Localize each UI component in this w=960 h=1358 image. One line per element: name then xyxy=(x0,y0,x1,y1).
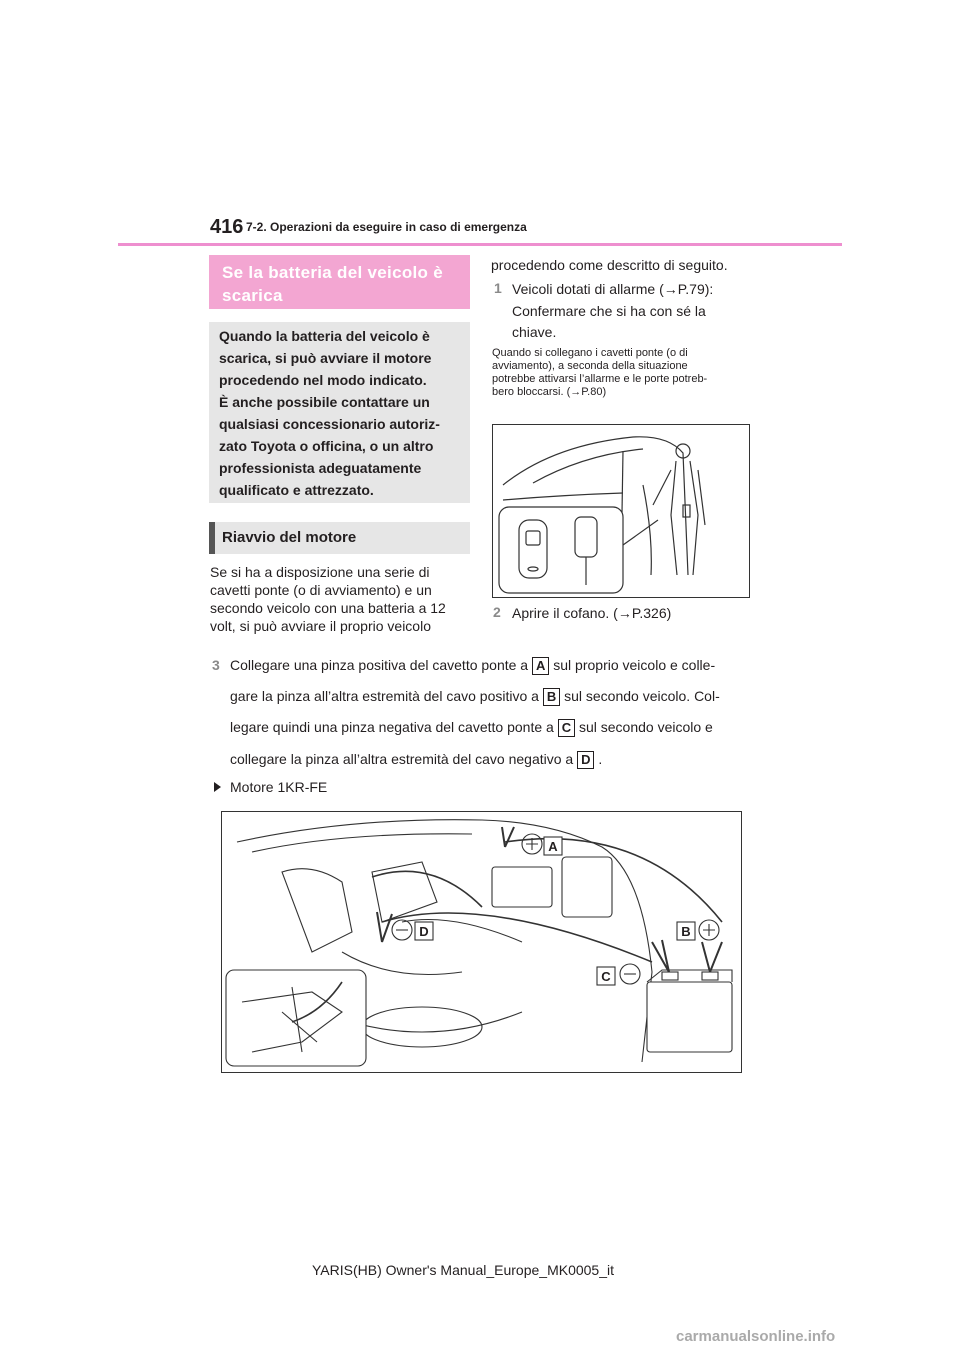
label-d: D xyxy=(577,751,594,769)
body-line-3: secondo veicolo con una batteria a 12 xyxy=(210,600,446,616)
note-line-4: bero bloccarsi. (→P.80) xyxy=(492,386,607,398)
step-3-line-4 xyxy=(230,749,602,769)
note-line-3: potrebbe attivarsi l’allarme e le porte potreb- xyxy=(492,373,708,385)
intro-line-6: zato Toyota o officina, o un altro xyxy=(219,438,434,454)
label-a: A xyxy=(532,657,549,675)
step-3-line-3-b: sul secondo veicolo e xyxy=(578,719,713,735)
page-number: 416 xyxy=(210,216,244,238)
step-3-line-2-a: gare la pinza all’altra estremità del cavo positivo a xyxy=(230,688,539,704)
step-3-line-1-a: Collegare una pinza positiva del cavetto ponte a xyxy=(230,657,529,673)
triangle-bullet-icon xyxy=(214,782,221,792)
riavvio-heading-accent xyxy=(209,522,215,554)
step-2-text: Aprire il cofano. (→P.326) xyxy=(512,605,672,621)
step-3-line-3 xyxy=(230,717,713,737)
body-line-4: volt, si può avviare il proprio veicolo xyxy=(210,618,431,634)
riavvio-heading-title: Riavvio del motore xyxy=(222,529,357,546)
intro-line-4: È anche possibile contattare un xyxy=(219,394,430,410)
body-line-1: Se si ha a disposizione una serie di xyxy=(210,564,430,580)
note-line-1: Quando si collegano i cavetti ponte (o di xyxy=(492,347,688,359)
step-3-line-4-a: collegare la pinza all’altra estremità del cavo negativo a xyxy=(230,751,574,767)
label-c: C xyxy=(558,719,575,737)
watermark: carmanualsonline.info xyxy=(676,1328,836,1345)
step-3-line-2 xyxy=(230,686,720,706)
step-3-line-4-b: . xyxy=(598,751,603,767)
note-line-2: avviamento), a seconda della situazione xyxy=(492,360,688,372)
step-3-number: 3 xyxy=(212,657,220,673)
step-3-line-2-b: sul secondo veicolo. Col- xyxy=(564,688,720,704)
step-2-number: 2 xyxy=(493,604,501,620)
footer-manual-id: YARIS(HB) Owner's Manual_Europe_MK0005_it xyxy=(312,1262,614,1278)
figure-label-d: D xyxy=(419,924,429,939)
right-intro: procedendo come descritto di seguito. xyxy=(491,257,728,273)
step-1-line-1: Veicoli dotati di allarme (→P.79): xyxy=(512,281,714,297)
label-b: B xyxy=(543,688,560,706)
figure-label-a: A xyxy=(548,839,558,854)
pink-heading-line-1: Se la batteria del veicolo è xyxy=(222,263,443,282)
step-1-line-2: Confermare che si ha con sé la xyxy=(512,303,706,319)
engine-bay-drawing xyxy=(222,812,741,1072)
step-3-line-3-a: legare quindi una pinza negativa del cavetto ponte a xyxy=(230,719,554,735)
figure-label-c: C xyxy=(601,969,611,984)
step-1-number: 1 xyxy=(494,280,502,296)
engine-bay-figure xyxy=(221,811,742,1073)
key-figure-drawing xyxy=(493,425,749,597)
intro-line-7: professionista adeguatamente xyxy=(219,460,422,476)
key-figure xyxy=(492,424,750,598)
step-3-line-1-b: sul proprio veicolo e colle- xyxy=(553,657,716,673)
header-rule xyxy=(118,243,842,246)
intro-line-2: scarica, si può avviare il motore xyxy=(219,350,432,366)
intro-line-5: qualsiasi concessionario autoriz- xyxy=(219,416,440,432)
pink-heading-title xyxy=(222,261,466,307)
pink-heading-line-2: scarica xyxy=(222,286,283,305)
bullet-text: Motore 1KR-FE xyxy=(230,779,328,795)
step-3-line-1 xyxy=(230,655,715,675)
section-title: 7-2. Operazioni da eseguire in caso di emergenza xyxy=(246,220,527,234)
intro-line-1: Quando la batteria del veicolo è xyxy=(219,328,430,344)
figure-label-b: B xyxy=(681,924,691,939)
step-1-line-3: chiave. xyxy=(512,324,557,340)
body-line-2: cavetti ponte (o di avviamento) e un xyxy=(210,582,432,598)
intro-line-3: procedendo nel modo indicato. xyxy=(219,372,427,388)
intro-line-8: qualificato e attrezzato. xyxy=(219,482,374,498)
